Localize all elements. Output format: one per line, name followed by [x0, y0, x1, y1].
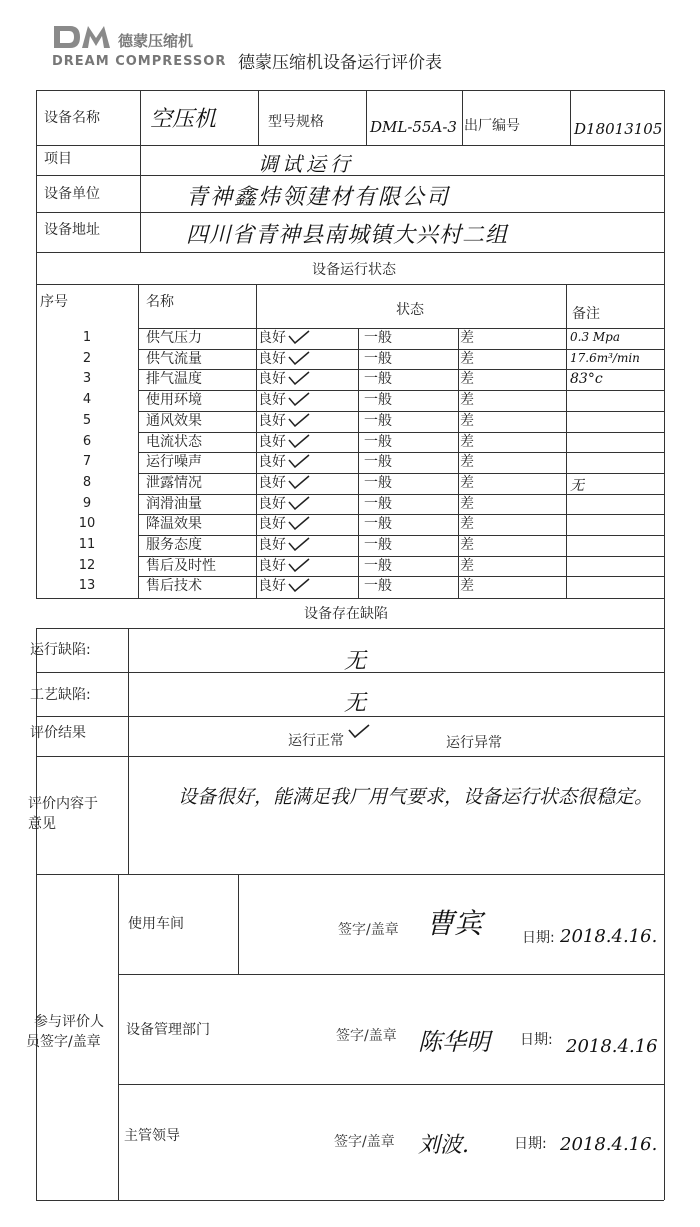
signoff-sign-label: 签字/盖章	[334, 1134, 395, 1150]
table-border-left-lower	[36, 628, 37, 1200]
logo-brand-cn: 德蒙压缩机	[118, 32, 194, 50]
project-value: 调试运行	[258, 152, 354, 176]
good-check-icon	[288, 454, 310, 468]
good-check-icon	[288, 351, 310, 365]
good-check-icon	[288, 330, 310, 344]
good-check-icon	[288, 578, 310, 592]
signoff-date-label: 日期:	[522, 930, 555, 946]
good-check-icon	[288, 413, 310, 427]
status-row-no: 10	[78, 516, 96, 532]
status-row-divider	[138, 328, 664, 329]
status-row-name: 供气流量	[146, 350, 202, 367]
status-row-remark: 17.6m³/min	[570, 350, 640, 365]
status-opt-bad: 差	[460, 495, 474, 512]
status-row-name: 降温效果	[146, 516, 202, 533]
signoff-dept: 设备管理部门	[126, 1022, 210, 1038]
good-check-icon	[288, 475, 310, 489]
status-row-no: 7	[82, 454, 92, 470]
status-row-no: 8	[82, 474, 92, 490]
status-opt-good: 良好	[258, 474, 286, 491]
serial-label: 出厂编号	[464, 118, 520, 134]
result-label: 评价结果	[30, 725, 86, 741]
status-row-no: 12	[78, 557, 96, 573]
good-check-icon	[288, 392, 310, 406]
good-check-icon	[288, 537, 310, 551]
status-opt-bad: 差	[460, 371, 474, 388]
status-row-divider	[138, 556, 664, 557]
status-opt-avg: 一般	[364, 516, 392, 533]
status-row-name: 使用环境	[146, 392, 202, 409]
good-check-icon	[288, 496, 310, 510]
run-defect-value: 无	[344, 649, 367, 674]
status-opt-avg: 一般	[364, 454, 392, 471]
status-row-no: 11	[78, 537, 96, 552]
status-opt-good: 良好	[258, 412, 286, 429]
status-opt-good: 良好	[258, 516, 286, 533]
status-row-name: 润滑油量	[146, 495, 202, 512]
status-row-no: 13	[78, 578, 96, 594]
form-title: 德蒙压缩机设备运行评价表	[238, 53, 442, 73]
status-row-name: 运行噪声	[146, 454, 202, 471]
process-defect-value: 无	[344, 691, 367, 716]
unit-value: 青神鑫炜领建材有限公司	[186, 185, 451, 210]
signoff-signature: 曹宾	[426, 907, 483, 940]
table-border-right	[664, 90, 665, 1200]
status-opt-good: 良好	[258, 371, 286, 388]
status-opt-avg: 一般	[364, 392, 392, 409]
defects-title: 设备存在缺陷	[304, 606, 388, 622]
status-opt-good: 良好	[258, 392, 286, 409]
status-opt-good: 良好	[258, 557, 286, 574]
col-status-header: 状态	[396, 302, 424, 318]
status-row-divider	[138, 576, 664, 577]
status-opt-bad: 差	[460, 578, 474, 595]
status-opt-avg: 一般	[364, 433, 392, 450]
status-row-name: 服务态度	[146, 537, 202, 553]
status-opt-bad: 差	[460, 557, 474, 574]
status-opt-avg: 一般	[364, 412, 392, 429]
signoff-date-label: 日期:	[520, 1032, 553, 1048]
status-row-name: 供气压力	[146, 330, 202, 346]
status-row-no: 2	[82, 350, 92, 366]
status-opt-bad: 差	[460, 412, 474, 429]
status-opt-avg: 一般	[364, 557, 392, 574]
status-row-name: 通风效果	[146, 412, 202, 429]
signoff-sign-label: 签字/盖章	[336, 1028, 397, 1044]
status-opt-good: 良好	[258, 433, 286, 450]
good-check-icon	[288, 516, 310, 530]
status-opt-bad: 差	[460, 350, 474, 367]
status-row-no: 5	[82, 412, 92, 428]
status-section-title: 设备运行状态	[312, 262, 396, 278]
logo-brand-en: DREAM COMPRESSOR	[52, 54, 227, 69]
address-value: 四川省青神县南城镇大兴村二组	[186, 223, 509, 248]
model-label: 型号规格	[268, 114, 324, 130]
status-opt-bad: 差	[460, 330, 474, 346]
status-row-divider	[138, 514, 664, 515]
unit-label: 设备单位	[44, 186, 100, 202]
status-row-divider	[138, 452, 664, 453]
equipment-name-label: 设备名称	[44, 110, 100, 126]
status-opt-bad: 差	[460, 433, 474, 450]
signoff-signature: 刘波.	[418, 1133, 469, 1158]
status-row-divider	[138, 349, 664, 350]
status-opt-avg: 一般	[364, 578, 392, 595]
signoff-dept: 主管领导	[124, 1128, 180, 1144]
good-check-icon	[288, 434, 310, 448]
status-row-remark: 83°c	[570, 371, 603, 388]
status-row-name: 售后及时性	[146, 557, 216, 574]
status-opt-avg: 一般	[364, 330, 392, 346]
status-row-remark: 0.3 Mpa	[570, 330, 621, 344]
company-logo	[52, 24, 112, 50]
status-opt-good: 良好	[258, 454, 286, 471]
status-opt-good: 良好	[258, 495, 286, 512]
model-value: DML-55A-3	[370, 118, 457, 136]
col-name-header: 名称	[146, 294, 174, 310]
status-row-divider	[138, 535, 664, 536]
status-row-divider	[138, 432, 664, 433]
status-row-name: 电流状态	[146, 433, 202, 450]
signoff-group-label-line1: 参与评价人	[34, 1014, 104, 1030]
status-opt-bad: 差	[460, 474, 474, 491]
status-row-divider	[138, 369, 664, 370]
serial-value: D18013105	[574, 120, 663, 138]
status-row-divider	[138, 494, 664, 495]
address-label: 设备地址	[44, 222, 100, 238]
status-opt-avg: 一般	[364, 350, 392, 367]
status-opt-good: 良好	[258, 578, 286, 595]
signoff-sign-label: 签字/盖章	[338, 922, 399, 938]
status-row-divider	[138, 473, 664, 474]
col-no-header: 序号	[40, 294, 68, 310]
result-abnormal: 运行异常	[446, 735, 502, 751]
status-opt-good: 良好	[258, 537, 286, 553]
signoff-date-value: 2018.4.16	[566, 1036, 658, 1057]
signoff-dept: 使用车间	[128, 916, 184, 932]
status-row-no: 9	[82, 495, 92, 511]
status-opt-avg: 一般	[364, 474, 392, 491]
status-row-name: 售后技术	[146, 578, 202, 595]
opinion-label-line1: 评价内容于	[28, 796, 98, 812]
status-row-no: 6	[82, 433, 92, 449]
status-opt-bad: 差	[460, 392, 474, 409]
equipment-name-value: 空压机	[150, 107, 217, 132]
status-opt-bad: 差	[460, 537, 474, 553]
status-opt-bad: 差	[460, 454, 474, 471]
signoff-date-label: 日期:	[514, 1136, 547, 1152]
good-check-icon	[288, 371, 310, 385]
status-row-no: 4	[82, 392, 92, 408]
result-normal: 运行正常	[288, 733, 344, 749]
normal-check-icon	[348, 724, 370, 738]
status-row-divider	[138, 390, 664, 391]
run-defect-label: 运行缺陷:	[30, 642, 91, 658]
process-defect-label: 工艺缺陷:	[30, 687, 91, 703]
opinion-label-line2: 意见	[28, 816, 56, 832]
signoff-date-value: 2018.4.16.	[560, 1134, 658, 1155]
good-check-icon	[288, 558, 310, 572]
status-row-remark: 无	[570, 477, 584, 494]
signoff-signature: 陈华明	[418, 1028, 490, 1056]
signoff-group-label-line2: 员签字/盖章	[26, 1034, 101, 1050]
status-row-no: 1	[82, 330, 92, 345]
col-remark-header: 备注	[572, 306, 600, 322]
status-opt-good: 良好	[258, 350, 286, 367]
status-row-divider	[138, 411, 664, 412]
status-opt-avg: 一般	[364, 537, 392, 553]
opinion-value: 设备很好，能满足我厂用气要求，设备运行状态很稳定。	[178, 786, 654, 808]
status-opt-avg: 一般	[364, 495, 392, 512]
status-opt-bad: 差	[460, 516, 474, 533]
status-row-no: 3	[82, 371, 92, 387]
status-row-name: 泄露情况	[146, 474, 202, 491]
project-label: 项目	[44, 151, 72, 167]
signoff-date-value: 2018.4.16.	[560, 926, 658, 947]
status-opt-good: 良好	[258, 330, 286, 346]
status-row-name: 排气温度	[146, 371, 202, 388]
status-opt-avg: 一般	[364, 371, 392, 388]
